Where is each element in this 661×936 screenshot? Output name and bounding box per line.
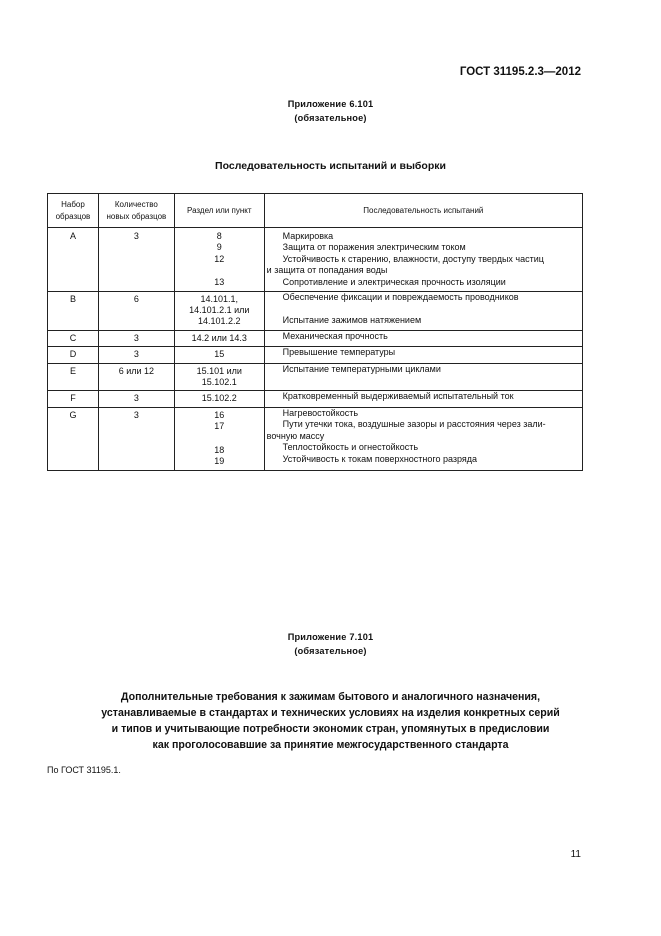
- requirements-heading: [60, 689, 601, 753]
- header-set: [48, 194, 99, 228]
- test-item: Пути утечки тока, воздушные зазоры и расстояния через зали-: [282, 419, 546, 430]
- section-title: Последовательность испытаний и выборки: [215, 160, 446, 172]
- table-row-f: [48, 391, 583, 407]
- annex-status: (обязательное): [294, 646, 367, 656]
- test-item: Маркировка: [282, 231, 334, 241]
- table-header-row: [48, 194, 583, 228]
- test-sequence-table: [47, 193, 583, 471]
- cell-set: D: [48, 347, 99, 363]
- cell-tests: [264, 391, 582, 407]
- section-ref: 14.101.2.1 или: [189, 305, 250, 316]
- section-ref: 15.102.1: [201, 377, 237, 388]
- test-item: Превышение температуры: [282, 347, 396, 358]
- cell-tests: [264, 407, 582, 470]
- cell-set: C: [48, 330, 99, 346]
- cell-sections: [174, 291, 264, 330]
- cell-sections: 15.102.2: [174, 391, 264, 407]
- annex-title: Приложение 7.101: [287, 632, 374, 642]
- table-row-b: [48, 291, 583, 330]
- section-ref: 14.101.1,: [200, 293, 239, 304]
- cell-qty: 3: [98, 391, 174, 407]
- cell-set: G: [48, 407, 99, 470]
- test-item-continuation: вочную массу: [266, 430, 325, 441]
- annex-title: Приложение 6.101: [287, 99, 374, 109]
- cell-sections: [174, 407, 264, 470]
- section-ref: 14.101.2.2: [197, 316, 241, 327]
- header-qty-line1: Количество: [114, 199, 158, 209]
- spacer: [267, 303, 578, 315]
- cell-qty: 3: [98, 407, 174, 470]
- table-row-a: [48, 228, 583, 292]
- spacer: [175, 433, 264, 445]
- section-ref: 13: [214, 277, 225, 288]
- table-row-g: [48, 407, 583, 470]
- cell-tests: [264, 363, 582, 391]
- cell-tests: [264, 228, 582, 292]
- heading-line: устанавливаемые в стандартах и технических условиях на изделия конкретных серий: [101, 707, 560, 719]
- section-ref: 15.101 или: [196, 365, 242, 376]
- header-set-line1: Набор: [61, 199, 85, 209]
- table-row-c: [48, 330, 583, 346]
- test-item: Кратковременный выдерживаемый испытательный ток: [282, 391, 514, 402]
- cell-qty: 3: [98, 347, 174, 363]
- heading-line: как проголосовавшие за принятие межгосударственного стандарта: [152, 739, 509, 751]
- cell-tests: [264, 330, 582, 346]
- test-item: Механическая прочность: [282, 330, 388, 341]
- test-item: Сопротивление и электрическая прочность изоляции: [282, 276, 506, 287]
- cell-sections: [174, 228, 264, 292]
- test-item: Устойчивость к токам поверхностного разряда: [282, 453, 478, 464]
- heading-line: и типов и учитывающие потребности экономик стран, упомянутых в предисловии: [111, 723, 550, 735]
- cell-sections: [174, 363, 264, 391]
- section-ref: 18: [214, 444, 225, 455]
- annex-7-101-heading: [0, 630, 661, 658]
- test-item: Защита от поражения электрическим током: [282, 242, 466, 253]
- header-tests: Последовательность испытаний: [264, 194, 582, 228]
- test-item: Испытание зажимов натяжением: [282, 315, 422, 326]
- table-row-e: [48, 363, 583, 391]
- section-ref: 19: [214, 456, 225, 467]
- standard-code: ГОСТ 31195.2.3—2012: [459, 66, 581, 78]
- cell-set: F: [48, 391, 99, 407]
- test-item: Обеспечение фиксации и повреждаемость проводников: [282, 291, 519, 302]
- page-number: 11: [570, 849, 581, 860]
- test-item: Устойчивость к старению, влажности, доступу твердых частиц: [282, 253, 544, 264]
- test-item: Нагревостойкость: [282, 407, 359, 418]
- cell-sections: 14.2 или 14.3: [174, 330, 264, 346]
- cell-tests: [264, 347, 582, 363]
- reference-note: По ГОСТ 31195.1.: [47, 765, 121, 775]
- cell-set: B: [48, 291, 99, 330]
- header-section: Раздел или пункт: [174, 194, 264, 228]
- annex-status: (обязательное): [294, 113, 367, 123]
- table-row-d: [48, 347, 583, 363]
- test-item: Теплостойкость и огнестойкость: [282, 442, 419, 453]
- section-ref: 9: [216, 242, 222, 253]
- cell-set: E: [48, 363, 99, 391]
- cell-qty: 3: [98, 228, 174, 292]
- section-ref: 17: [214, 421, 225, 432]
- cell-qty: 6 или 12: [98, 363, 174, 391]
- section-ref: 16: [214, 409, 225, 420]
- spacer: [175, 265, 264, 277]
- cell-tests: [264, 291, 582, 330]
- header-qty-line2: новых образцов: [106, 211, 167, 221]
- heading-line: Дополнительные требования к зажимам бытового и аналогичного назначения,: [120, 691, 541, 703]
- test-item: Испытание температурными циклами: [282, 363, 441, 374]
- test-item-continuation: и защита от попадания воды: [266, 265, 388, 276]
- cell-sections: 15: [174, 347, 264, 363]
- section-ref: 8: [216, 231, 222, 241]
- cell-qty: 6: [98, 291, 174, 330]
- section-ref: 12: [214, 253, 225, 264]
- annex-6-101-heading: [0, 97, 661, 125]
- cell-set: A: [48, 228, 99, 292]
- header-set-line2: образцов: [55, 211, 91, 221]
- cell-qty: 3: [98, 330, 174, 346]
- header-quantity: [98, 194, 174, 228]
